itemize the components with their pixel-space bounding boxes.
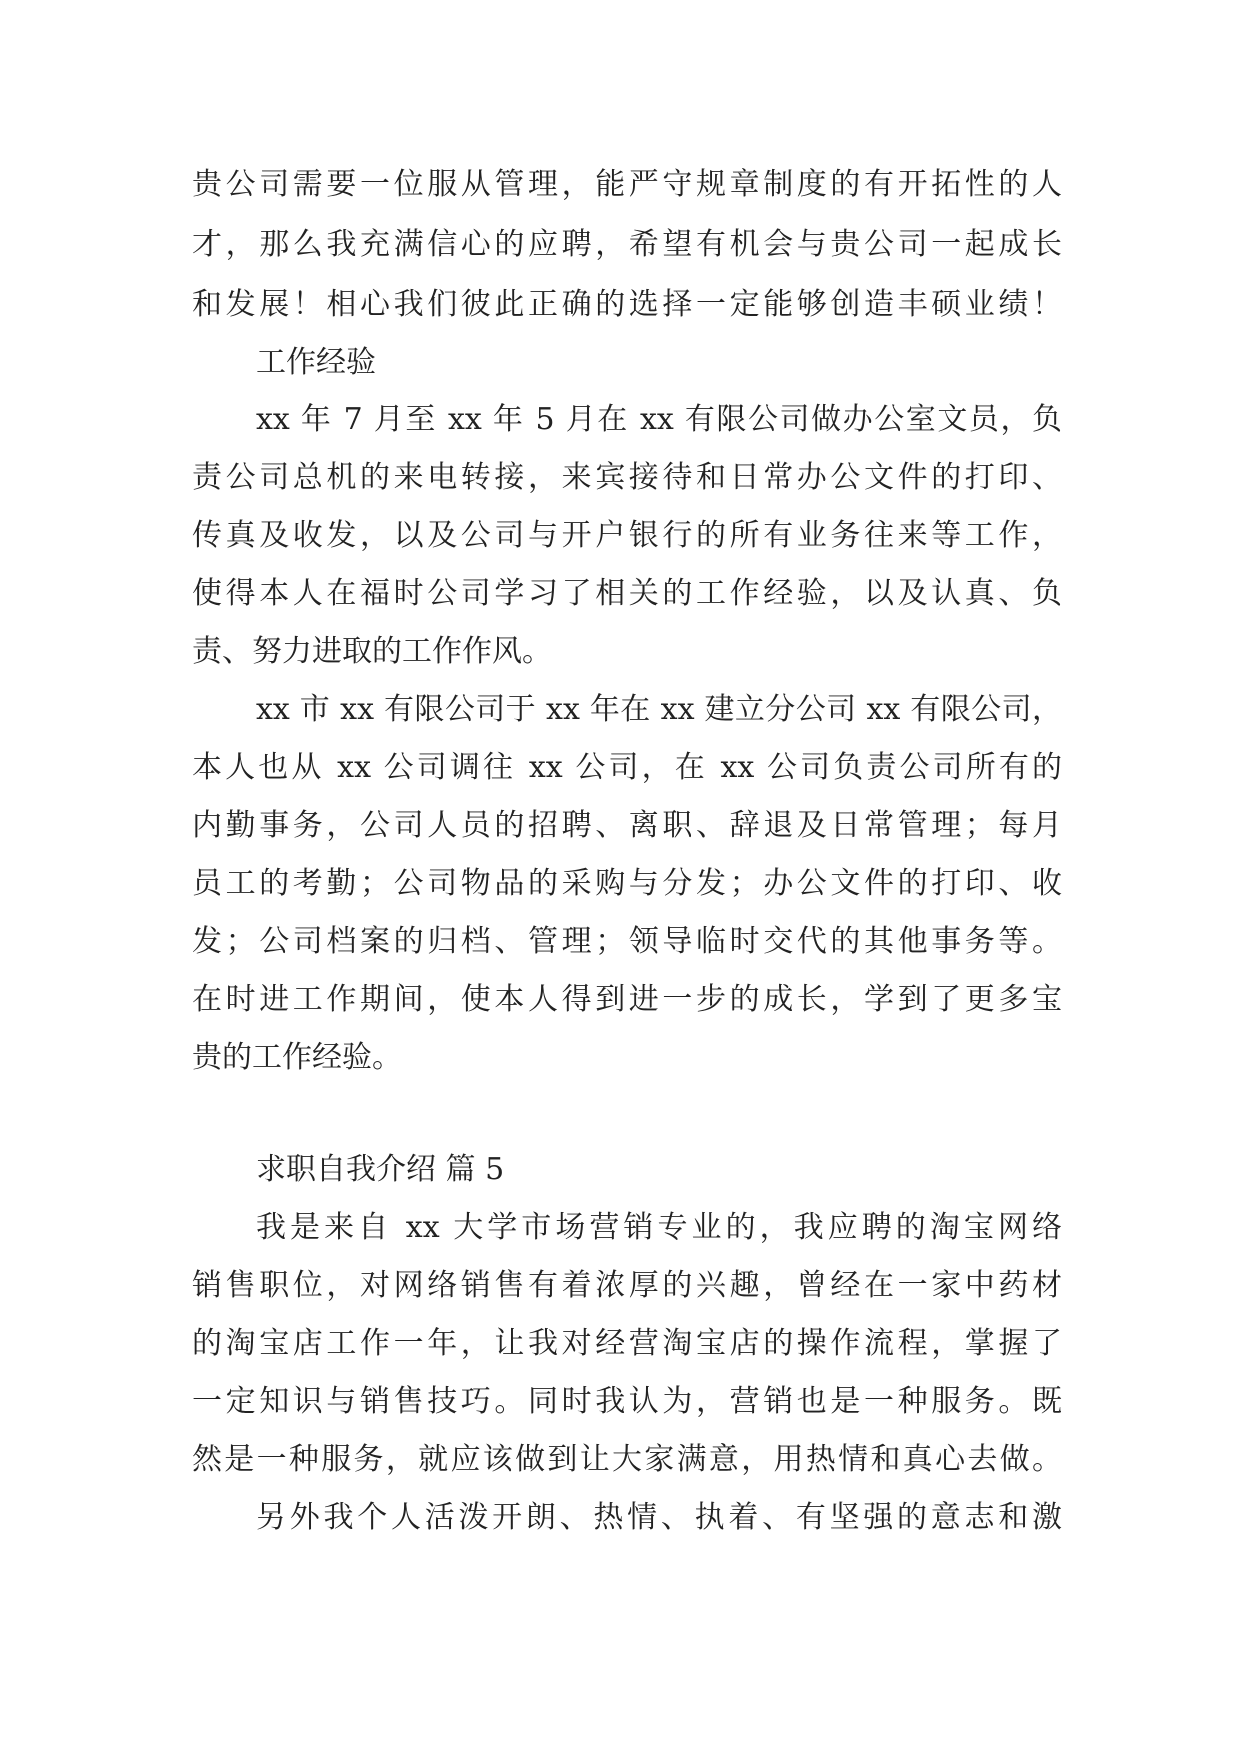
text-line: 责、努力进取的工作作风。 bbox=[192, 634, 552, 669]
text-line: xx 市 xx 有限公司于 xx 年在 xx 建立分公司 xx 有限公司， bbox=[256, 692, 1062, 727]
text-line: 本人也从 xx 公司调往 xx 公司，在 xx 公司负责公司所有的 bbox=[192, 750, 1062, 785]
section-heading: 求职自我介绍 篇 5 bbox=[256, 1152, 505, 1187]
text-line: 另外我个人活泼开朗、热情、执着、有坚强的意志和激 bbox=[256, 1500, 1062, 1535]
text-line: 一定知识与销售技巧。同时我认为，营销也是一种服务。既 bbox=[192, 1384, 1062, 1419]
text-line: xx 年 7 月至 xx 年 5 月在 xx 有限公司做办公室文员，负 bbox=[256, 402, 1062, 437]
text-line: 然是一种服务，就应该做到让大家满意，用热情和真心去做。 bbox=[192, 1442, 1062, 1477]
text-line: 的淘宝店工作一年，让我对经营淘宝店的操作流程，掌握了 bbox=[192, 1326, 1062, 1361]
text-line: 销售职位，对网络销售有着浓厚的兴趣，曾经在一家中药材 bbox=[192, 1268, 1062, 1303]
text-line: 贵公司需要一位服从管理，能严守规章制度的有开拓性的人 bbox=[192, 167, 1062, 202]
text-line: 和发展！相心我们彼此正确的选择一定能够创造丰硕业绩！ bbox=[192, 287, 1062, 322]
text-line: 传真及收发，以及公司与开户银行的所有业务往来等工作， bbox=[192, 518, 1062, 553]
text-line: 才，那么我充满信心的应聘，希望有机会与贵公司一起成长 bbox=[192, 227, 1062, 262]
text-line: 责公司总机的来电转接，来宾接待和日常办公文件的打印、 bbox=[192, 460, 1062, 495]
text-line: 发；公司档案的归档、管理；领导临时交代的其他事务等。 bbox=[192, 924, 1062, 959]
text-line: 在时进工作期间，使本人得到进一步的成长，学到了更多宝 bbox=[192, 982, 1062, 1017]
text-line: 员工的考勤；公司物品的采购与分发；办公文件的打印、收 bbox=[192, 866, 1062, 901]
text-line: 贵的工作经验。 bbox=[192, 1040, 402, 1075]
text-line: 我是来自 xx 大学市场营销专业的，我应聘的淘宝网络 bbox=[256, 1210, 1062, 1245]
text-line: 使得本人在福时公司学习了相关的工作经验，以及认真、负 bbox=[192, 576, 1062, 611]
section-heading: 工作经验 bbox=[256, 345, 376, 380]
text-line: 内勤事务，公司人员的招聘、离职、辞退及日常管理；每月 bbox=[192, 808, 1062, 843]
